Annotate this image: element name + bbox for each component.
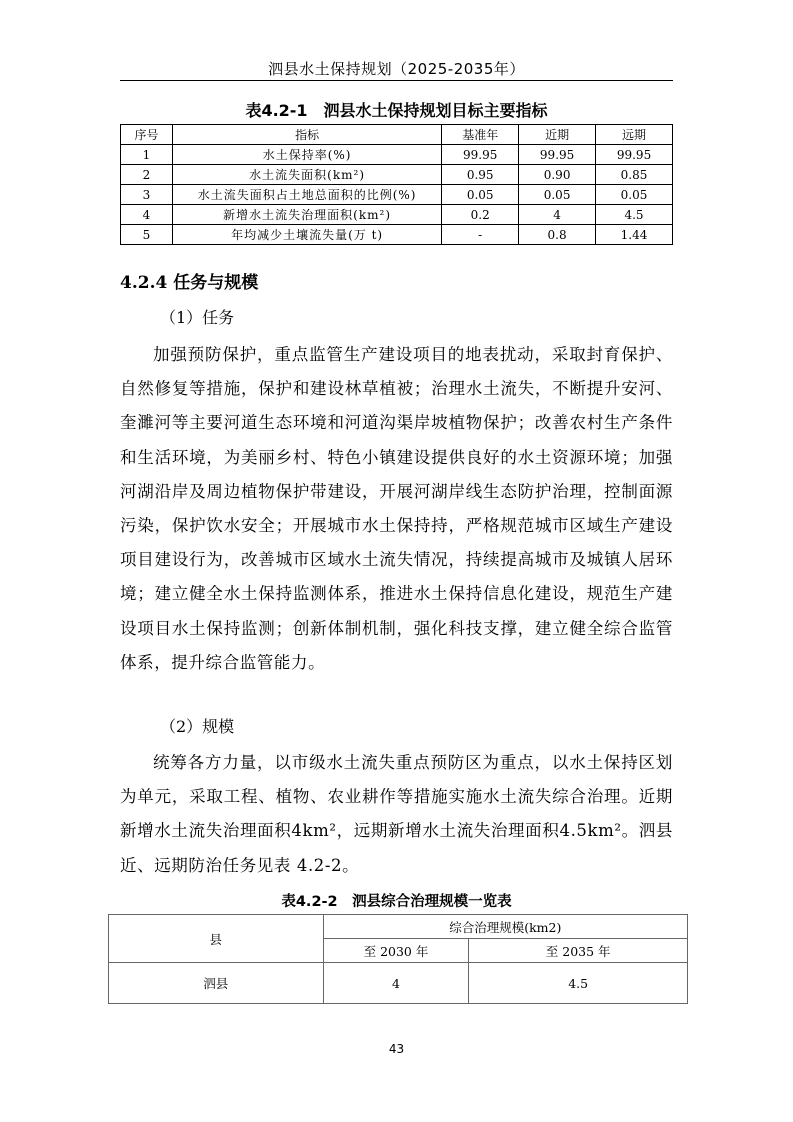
header-cell: 近期	[519, 125, 596, 145]
table-cell: 水土保持率(%)	[172, 145, 441, 165]
table-row	[121, 225, 673, 245]
table-cell: 泗县	[109, 963, 324, 1004]
section-heading: 4.2.4 任务与规模	[120, 273, 259, 293]
header-cell: 远期	[596, 125, 673, 145]
subsection-heading-scale: （2）规模	[160, 717, 235, 736]
table-cell: 年均减少土壤流失量(万 t)	[172, 225, 441, 245]
table-cell: 0.05	[442, 185, 519, 205]
table-row	[121, 205, 673, 225]
period-header-cell: 至 2030 年	[323, 939, 469, 963]
table-cell: 99.95	[519, 145, 596, 165]
tasks-paragraph: 加强预防保护，重点监管生产建设项目的地表扰动，采取封育保护、自然修复等措施，保护和建设林草植被；治理水土流失，不断提升安河、奎濉河等主要河道生态环境和河道沟渠岸坡植物保护；改善农村生产条件和生活环境，为美丽乡村、特色小镇建设提供良好的水土资源环境；加强河湖沿岸及周边植物保护带建设，开展河湖岸线生态防护治理，控制面源污染，保护饮水安全；开展城市水土保持持，严格规范城市区域生产建设项目建设行为，改善城市区域水土流失情况，持续提高城市及城镇人居环境；建立健全水土保持监测体系，推进水土保持信息化建设，规范生产建设项目水土保持监测；创新体制机制，强化科技支撑，建立健全综合监管体系，提升综合监管能力。	[120, 345, 673, 672]
header-cell: 基准年	[442, 125, 519, 145]
page-number: 43	[388, 1042, 405, 1056]
table-cell: 4	[323, 963, 469, 1004]
header-rule	[120, 80, 673, 81]
table-cell: 新增水土流失治理面积(km²)	[172, 205, 441, 225]
table-row	[121, 185, 673, 205]
table-cell: 4	[519, 205, 596, 225]
period-header-cell: 至 2035 年	[469, 939, 688, 963]
table-cell: 3	[121, 185, 173, 205]
table-cell: 0.05	[519, 185, 596, 205]
header-cell: 指标	[172, 125, 441, 145]
table-cell: 4.5	[469, 963, 688, 1004]
table-cell: 0.8	[519, 225, 596, 245]
table-cell: -	[442, 225, 519, 245]
targets-table	[120, 124, 673, 245]
table-cell: 0.85	[596, 165, 673, 185]
page-header: 泗县水土保持规划（2025-2035年）	[268, 60, 525, 78]
table-cell: 1	[121, 145, 173, 165]
table-row	[109, 963, 688, 1004]
table-cell: 2	[121, 165, 173, 185]
table2-caption: 表4.2-2 泗县综合治理规模一览表	[281, 894, 512, 910]
table-cell: 水土流失面积占土地总面积的比例(%)	[172, 185, 441, 205]
table-cell: 4.5	[596, 205, 673, 225]
table-cell: 水土流失面积(km²)	[172, 165, 441, 185]
subsection-heading-tasks: （1）任务	[160, 308, 235, 327]
table-cell: 5	[121, 225, 173, 245]
county-header-cell: 县	[109, 915, 324, 963]
table-header-row	[109, 915, 688, 939]
header-cell: 序号	[121, 125, 173, 145]
table-cell: 0.05	[596, 185, 673, 205]
table-cell: 0.2	[442, 205, 519, 225]
table-cell: 0.95	[442, 165, 519, 185]
table-cell: 99.95	[596, 145, 673, 165]
group-header-cell: 综合治理规模(km2)	[323, 915, 687, 939]
table-cell: 99.95	[442, 145, 519, 165]
table-cell: 4	[121, 205, 173, 225]
table-cell: 1.44	[596, 225, 673, 245]
table-cell: 0.90	[519, 165, 596, 185]
scale-paragraph: 统筹各方力量，以市级水土流失重点预防区为重点，以水土保持区划为单元，采取工程、植物、农业耕作等措施实施水土流失综合治理。近期新增水土流失治理面积4km²，远期新增水土流失治理面积4.5km²。泗县近、远期防治任务见表 4.2-2。	[120, 753, 673, 875]
table1-caption: 表4.2-1 泗县水土保持规划目标主要指标	[245, 101, 548, 120]
table-row	[121, 145, 673, 165]
table-row	[121, 165, 673, 185]
scale-table	[108, 914, 688, 1004]
table-header-row	[121, 125, 673, 145]
